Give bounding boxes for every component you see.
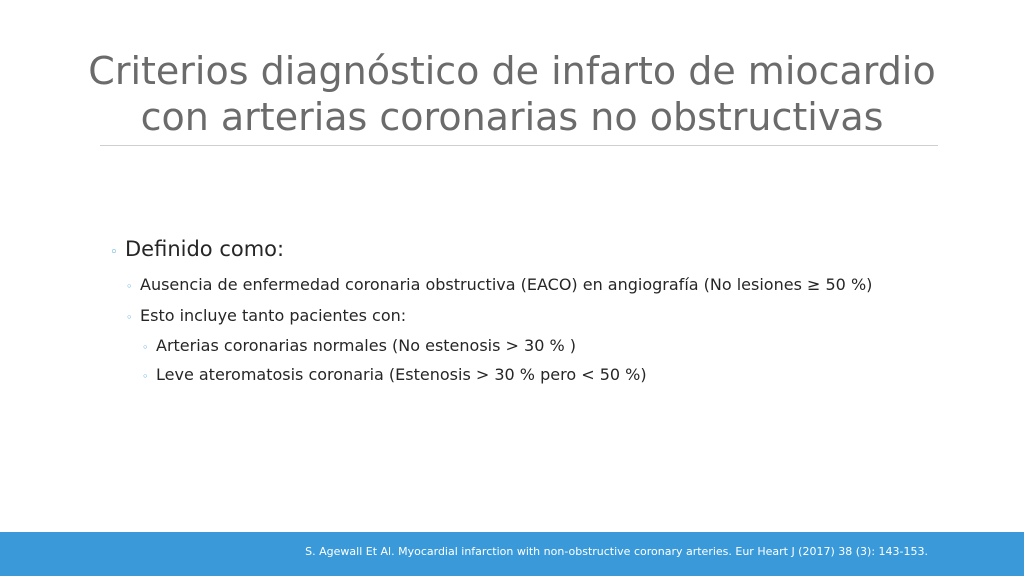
bullet-item-ausencia — [126, 273, 872, 299]
bullet-item-definido — [110, 234, 284, 268]
bullet-marker-icon: ◦ — [110, 245, 118, 260]
bullet-marker-icon: ◦ — [142, 341, 149, 354]
bullet-text: Ausencia de enfermedad coronaria obstructiva (EACO) en angiografía (No lesiones ≥ 50 %) — [140, 275, 873, 294]
slide-title-line-2: con arterias coronarias no obstructivas — [140, 95, 884, 139]
bullet-text: Arterias coronarias normales (No estenosis > 30 % ) — [156, 336, 576, 355]
bullet-item-incluye — [126, 304, 406, 330]
bullet-marker-icon: ◦ — [142, 370, 149, 383]
bullet-text: Leve ateromatosis coronaria (Estenosis > 30 % pero < 50 %) — [156, 365, 647, 384]
bullet-item-leve — [142, 363, 647, 389]
bullet-marker-icon: ◦ — [126, 280, 133, 293]
bullet-item-normales — [142, 334, 576, 360]
footer-citation: S. Agewall Et Al. Myocardial infarction with non-obstructive coronary arteries. Eur Heart J (2017) 38 (3): 143-153. — [305, 545, 928, 558]
bullet-text: Definido como: — [125, 237, 285, 261]
bullet-marker-icon: ◦ — [126, 311, 133, 324]
footer-bar — [0, 532, 1024, 576]
slide-title-line-1: Criterios diagnóstico de infarto de miocardio — [88, 49, 936, 93]
bullet-text: Esto incluye tanto pacientes con: — [140, 306, 407, 325]
